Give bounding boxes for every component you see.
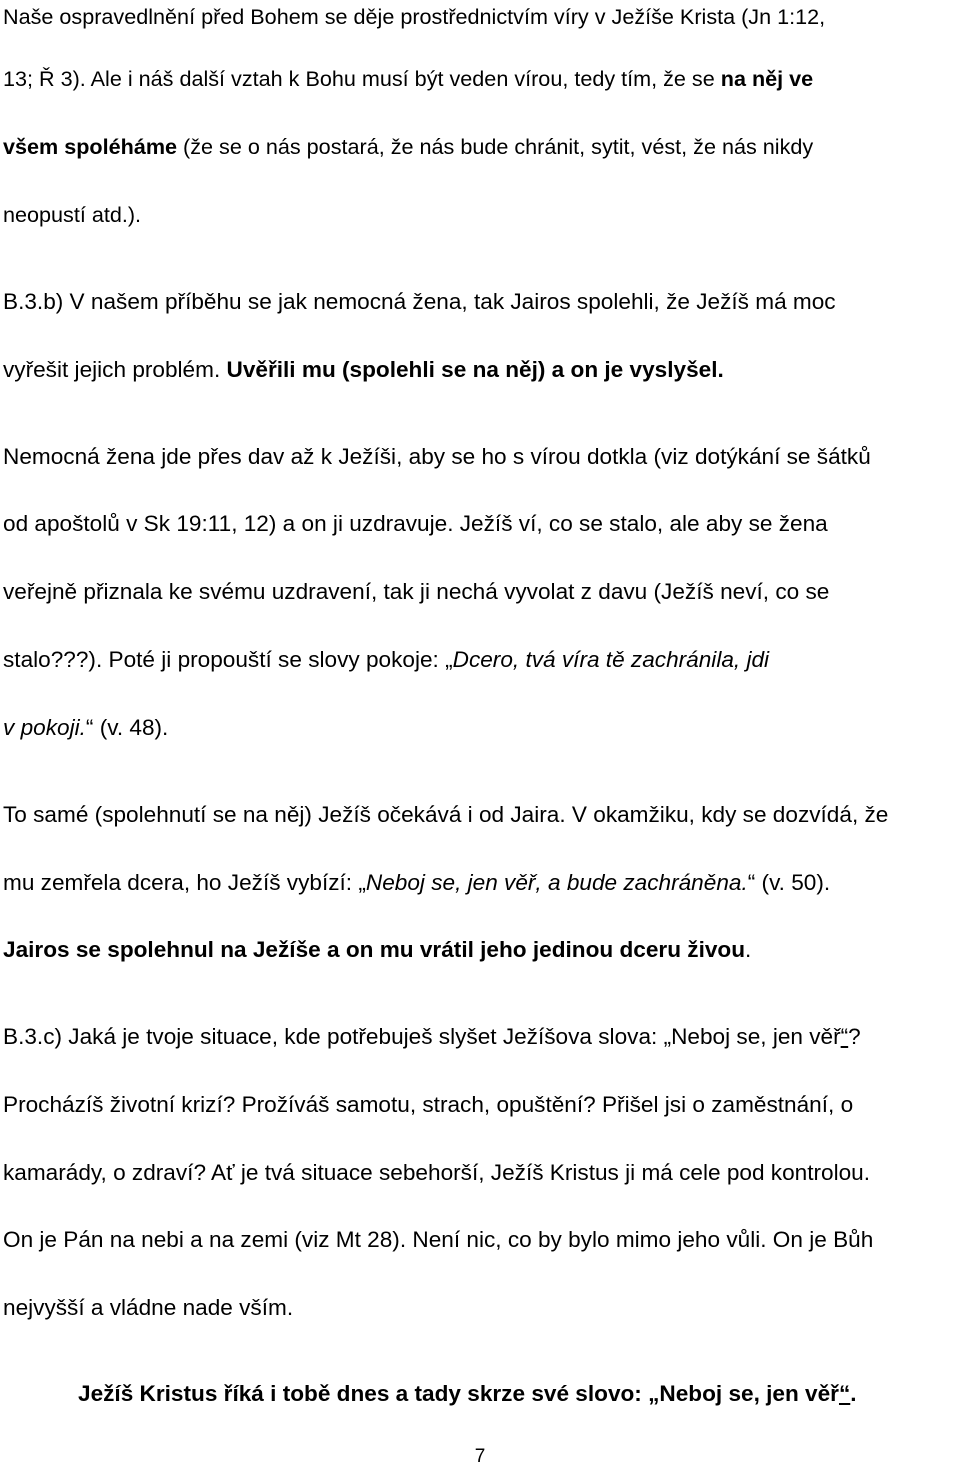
section-b3c-line-4 <box>3 1223 873 1257</box>
text: Nemocná žena jde přes dav až k Ježíši, aby se ho s vírou dotkla (viz dotýkání se šátků <box>3 444 871 469</box>
section-b3c-line-2 <box>3 1088 853 1122</box>
text: On je Pán na nebi a na zemi (viz Mt 28). Není nic, co by bylo mimo jeho vůli. On je Bůh <box>3 1227 874 1252</box>
text: vyřešit jejich problém. <box>3 357 227 382</box>
text: mu zemřela dcera, ho Ježíš vybízí: <box>3 870 359 895</box>
jairus-paragraph-line-2 <box>3 866 830 900</box>
jairus-paragraph-line-3 <box>3 933 751 967</box>
bold-text: Ježíš Kristus říká i tobě dnes a tady skrze své slovo: <box>78 1381 649 1406</box>
text: (že se o nás postará, že nás bude chránit, sytit, vést, že nás nikdy <box>177 134 814 159</box>
bold-text: Uvěřili mu (spolehli se na něj) a on je vyslyšel. <box>226 357 724 382</box>
section-b3c-line-3 <box>3 1156 870 1190</box>
text: veřejně přiznala ke svému uzdravení, tak ji nechá vyvolat z davu (Ježíš neví, co se <box>3 579 830 604</box>
text: Naše ospravedlnění před Bohem se děje prostřednictvím víry v Ježíše Krista (Jn 1:12, <box>3 4 826 29</box>
text: B.3.b) V našem příběhu se jak nemocná žena, tak Jairos spolehli, že Ježíš má moc <box>3 289 836 314</box>
paragraph-1-line-1 <box>3 0 825 34</box>
section-b3b-line-2 <box>3 353 724 387</box>
text: To samé (spolehnutí se na něj) Ježíš očekává i od Jaira. V okamžiku, kdy se dozvídá, že <box>3 802 889 827</box>
italic-quote: v pokoji. <box>3 715 86 740</box>
text: kamarády, o zdraví? Ať je tvá situace sebehorší, Ježíš Kristus ji má cele pod kontrolou. <box>3 1160 871 1185</box>
paragraph-1-line-4 <box>3 198 141 232</box>
italic-quote: Dcero, tvá víra tě zachránila, jdi <box>452 647 770 672</box>
woman-paragraph-line-4 <box>3 643 769 677</box>
woman-paragraph-line-3 <box>3 575 829 609</box>
quote-mark: “ <box>747 870 756 895</box>
text: Procházíš životní krizí? Prožíváš samotu, strach, opuštění? Přišel jsi o zaměstnání, o <box>3 1092 854 1117</box>
bold-text: všem spoléháme <box>3 134 178 159</box>
text: B.3.c) Jaká je tvoje situace, kde potřebuješ slyšet Ježíšova slova: <box>3 1024 664 1049</box>
section-b3b-line-1 <box>3 285 836 319</box>
closing-line <box>78 1377 857 1411</box>
text: neopustí atd.). <box>3 202 142 227</box>
woman-paragraph-line-5 <box>3 711 168 745</box>
quote-mark: “ <box>85 715 94 740</box>
text: od apoštolů v Sk 19:11, 12) a on ji uzdravuje. Ježíš ví, co se stalo, ale aby se žena <box>3 511 828 536</box>
italic-quote: Neboj se, jen věř, a bude zachráněna. <box>365 870 748 895</box>
paragraph-1-line-3 <box>3 130 813 164</box>
jairus-paragraph-line-1 <box>3 798 888 832</box>
bold-text: . <box>850 1381 857 1406</box>
quote-mark: “ <box>840 1024 849 1049</box>
bold-text: Neboj se, jen věř <box>659 1381 839 1406</box>
text: nejvyšší a vládne nade vším. <box>3 1295 294 1320</box>
bold-text: Jairos se spolehnul na Ježíše a on mu vrátil jeho jedinou dceru živou <box>3 937 746 962</box>
quote-mark: „ <box>663 1024 672 1049</box>
quote-mark: “ <box>838 1381 851 1406</box>
section-b3c-line-5 <box>3 1291 293 1325</box>
quote-mark: „ <box>648 1381 660 1406</box>
text: (v. 48). <box>93 715 169 740</box>
text: (v. 50). <box>755 870 831 895</box>
section-b3c-line-1 <box>3 1020 861 1054</box>
page-number: 7 <box>474 1446 486 1467</box>
quote-mark: „ <box>445 647 453 672</box>
bold-text: na něj ve <box>720 66 814 91</box>
text: Neboj se, jen věř <box>671 1024 841 1049</box>
woman-paragraph-line-1 <box>3 440 871 474</box>
paragraph-1-line-2 <box>3 62 813 96</box>
woman-paragraph-line-2 <box>3 507 828 541</box>
text: ? <box>848 1024 861 1049</box>
text: stalo???). Poté ji propouští se slovy pokoje: <box>3 647 446 672</box>
text: 13; Ř 3). Ale i náš další vztah k Bohu musí být veden vírou, tedy tím, že se <box>3 66 721 91</box>
text: . <box>745 937 752 962</box>
quote-mark: „ <box>358 870 366 895</box>
